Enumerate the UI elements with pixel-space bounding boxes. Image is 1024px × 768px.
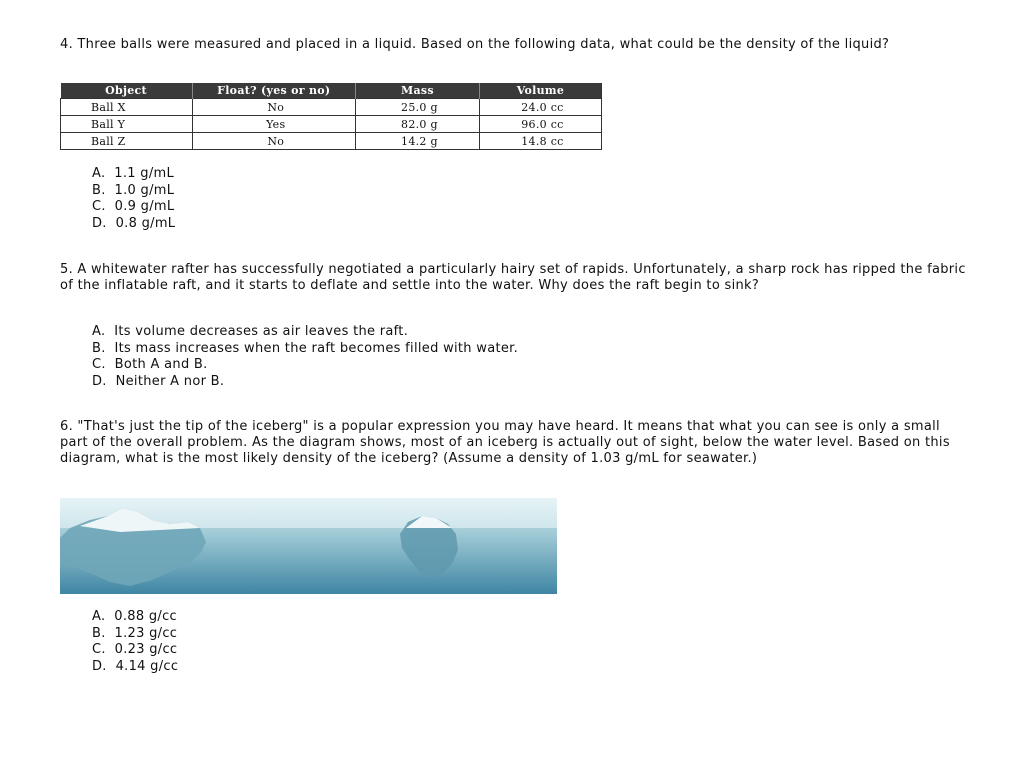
cell-float: Yes [192, 116, 355, 133]
option-a: A. Its volume decreases as air leaves the raft. [92, 324, 409, 339]
option-a: A. 0.88 g/cc [92, 609, 177, 624]
option-b: B. 1.0 g/mL [92, 182, 175, 198]
option-c: C. 0.23 g/cc [92, 642, 178, 657]
option-d: D. 0.8 g/mL [92, 215, 176, 231]
table-row [61, 116, 602, 133]
cell-mass: 14.2 g [356, 133, 480, 150]
cell-float: No [192, 99, 355, 116]
cell-mass: 82.0 g [356, 116, 480, 133]
question-6-text: 6. "That's just the tip of the iceberg" is a popular expression you may have heard. It means that what you can see is only a small part of the overall problem. As the diagram shows, most of an iceberg is actually out of sight, below the water level. Based on this diagram, what is the most likely density of the iceberg? (Assume a density of 1.03 g/mL for seawater.) [60, 419, 950, 466]
cell-mass: 25.0 g [356, 99, 480, 116]
cell-object: Ball X [61, 99, 193, 116]
question-5-text: 5. A whitewater rafter has successfully negotiated a particularly hairy set of rapids. Unfortunately, a sharp rock has ripped the fabric of the inflatable raft, and it starts to deflate and settle into the water. Why does the raft begin to sink? [60, 262, 966, 293]
header-float: Float? (yes or no) [192, 83, 355, 99]
option-b: B. 1.23 g/cc [92, 625, 178, 641]
table-header-row [61, 83, 602, 99]
cell-float: No [192, 133, 355, 150]
table-row [61, 99, 602, 116]
cell-volume: 96.0 cc [479, 116, 601, 133]
header-mass: Mass [356, 83, 480, 99]
option-a: A. 1.1 g/mL [92, 166, 175, 181]
header-object: Object [61, 83, 193, 99]
option-b: B. Its mass increases when the raft becomes filled with water. [92, 340, 519, 356]
cell-volume: 14.8 cc [479, 133, 601, 150]
cell-object: Ball Z [61, 133, 193, 150]
question-4-text: 4. Three balls were measured and placed in a liquid. Based on the following data, what could be the density of the liquid? [60, 37, 890, 52]
cell-volume: 24.0 cc [479, 99, 601, 116]
option-d: D. Neither A nor B. [92, 373, 225, 389]
question-6-options [92, 609, 178, 675]
option-c: C. Both A and B. [92, 357, 208, 372]
cell-object: Ball Y [61, 116, 193, 133]
option-d: D. 4.14 g/cc [92, 658, 179, 674]
header-volume: Volume [479, 83, 601, 99]
iceberg-diagram [60, 498, 557, 594]
question-4-options [92, 166, 175, 232]
ball-data-table [60, 83, 602, 150]
question-5-options [92, 324, 518, 390]
option-c: C. 0.9 g/mL [92, 199, 175, 214]
table-row [61, 133, 602, 150]
